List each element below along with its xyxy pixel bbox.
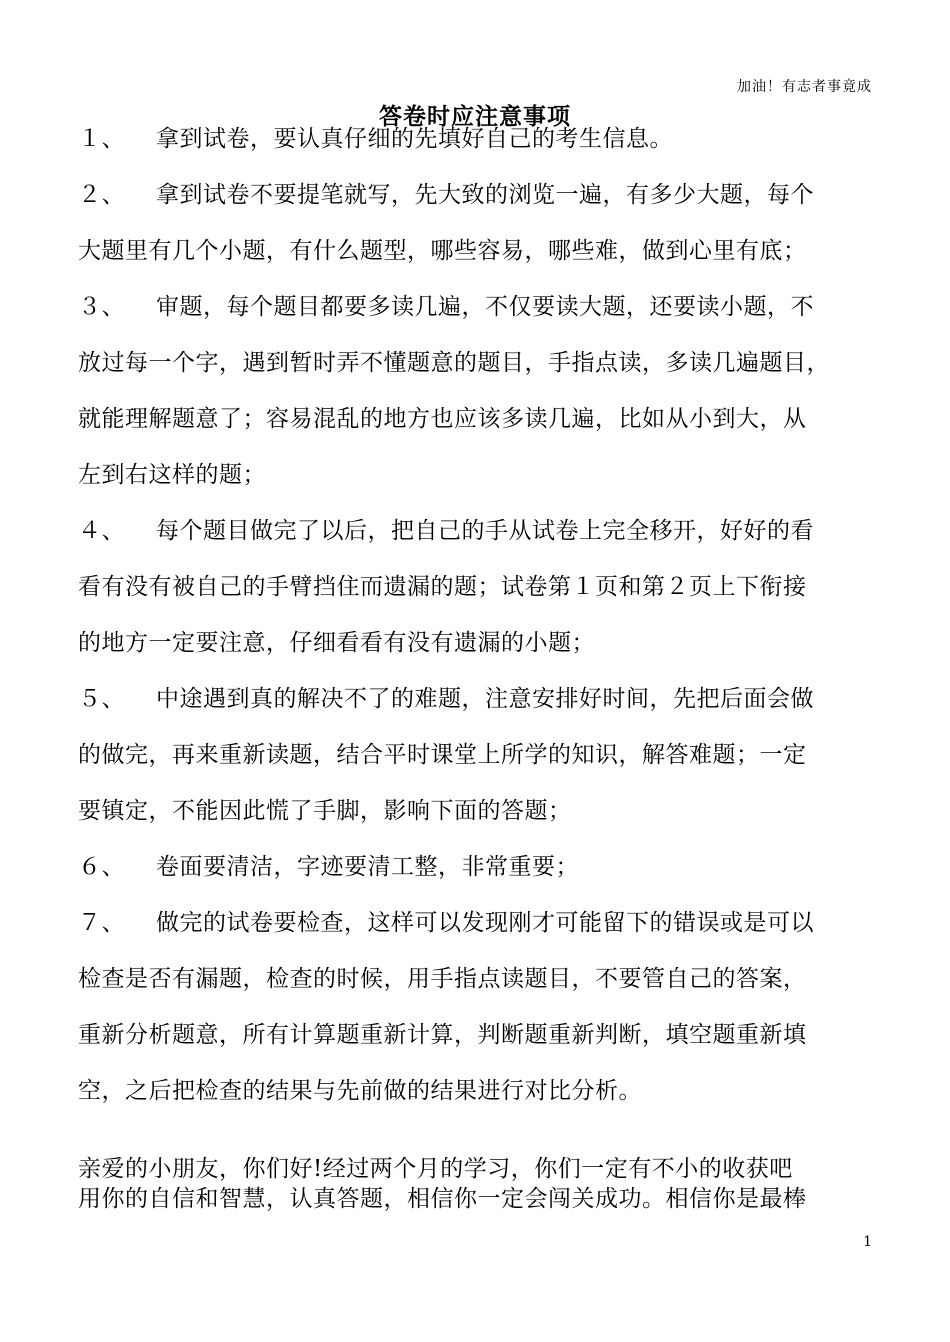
item-number: ５、 (78, 686, 125, 712)
item-3-line-4: 左到右这样的题； (78, 462, 266, 488)
page-number: 1 (863, 1234, 872, 1250)
page-title: 答卷时应注意事项 (379, 103, 571, 130)
item-number: ７、 (78, 910, 125, 936)
item-number: １、 (78, 126, 125, 152)
item-3-line-1 (78, 292, 814, 322)
item-6-line-1 (78, 852, 579, 882)
item-text: 拿到试卷不要提笔就写，先大致的浏览一遍，有多少大题，每个 (156, 182, 814, 208)
item-number: ６、 (78, 854, 125, 880)
item-5-line-2: 的做完，再来重新读题，结合平时课堂上所学的知识，解答难题；一定 (78, 742, 807, 768)
item-number: ４、 (78, 518, 125, 544)
closing-line-1: 亲爱的小朋友，你们好!经过两个月的学习，你们一定有不小的收获吧 (78, 1156, 793, 1182)
item-7-line-1 (78, 908, 814, 938)
item-2-line-1 (78, 180, 814, 210)
item-7-line-4: 空，之后把检查的结果与先前做的结果进行对比分析。 (78, 1078, 642, 1104)
item-number: ２、 (78, 182, 125, 208)
item-1-line-1 (78, 124, 673, 154)
item-4-line-1 (78, 516, 814, 546)
header-note: 加油！有志者事竟成 (737, 79, 872, 95)
item-3-line-2: 放过每一个字，遇到暂时弄不懂题意的题目，手指点读，多读几遍题目， (78, 350, 830, 376)
item-4-line-3: 的地方一定要注意，仔细看看有没有遗漏的小题； (78, 630, 595, 656)
item-text: 每个题目做完了以后，把自己的手从试卷上完全移开，好好的看 (156, 518, 814, 544)
item-text: 卷面要清洁，字迹要清工整，非常重要； (156, 854, 579, 880)
item-3-line-3: 就能理解题意了；容易混乱的地方也应该多读几遍，比如从小到大，从 (78, 406, 807, 432)
item-number: ３、 (78, 294, 125, 320)
item-5-line-1 (78, 684, 814, 714)
closing-line-2: 用你的自信和智慧，认真答题，相信你一定会闯关成功。相信你是最棒 (78, 1186, 807, 1212)
item-7-line-3: 重新分析题意，所有计算题重新计算，判断题重新判断，填空题重新填 (78, 1022, 807, 1048)
item-text: 中途遇到真的解决不了的难题，注意安排好时间，先把后面会做 (156, 686, 814, 712)
item-2-line-2: 大题里有几个小题，有什么题型，哪些容易，哪些难，做到心里有底； (78, 238, 807, 264)
item-4-line-2: 看有没有被自己的手臂挡住而遗漏的题；试卷第１页和第２页上下衔接 (78, 574, 807, 600)
item-text: 审题，每个题目都要多读几遍，不仅要读大题，还要读小题，不 (156, 294, 814, 320)
item-5-line-3: 要镇定，不能因此慌了手脚，影响下面的答题； (78, 798, 572, 824)
item-text: 拿到试卷，要认真仔细的先填好自己的考生信息。 (156, 126, 673, 152)
item-text: 做完的试卷要检查，这样可以发现刚才可能留下的错误或是可以 (156, 910, 814, 936)
item-7-line-2: 检查是否有漏题，检查的时候，用手指点读题目，不要管自己的答案， (78, 966, 807, 992)
